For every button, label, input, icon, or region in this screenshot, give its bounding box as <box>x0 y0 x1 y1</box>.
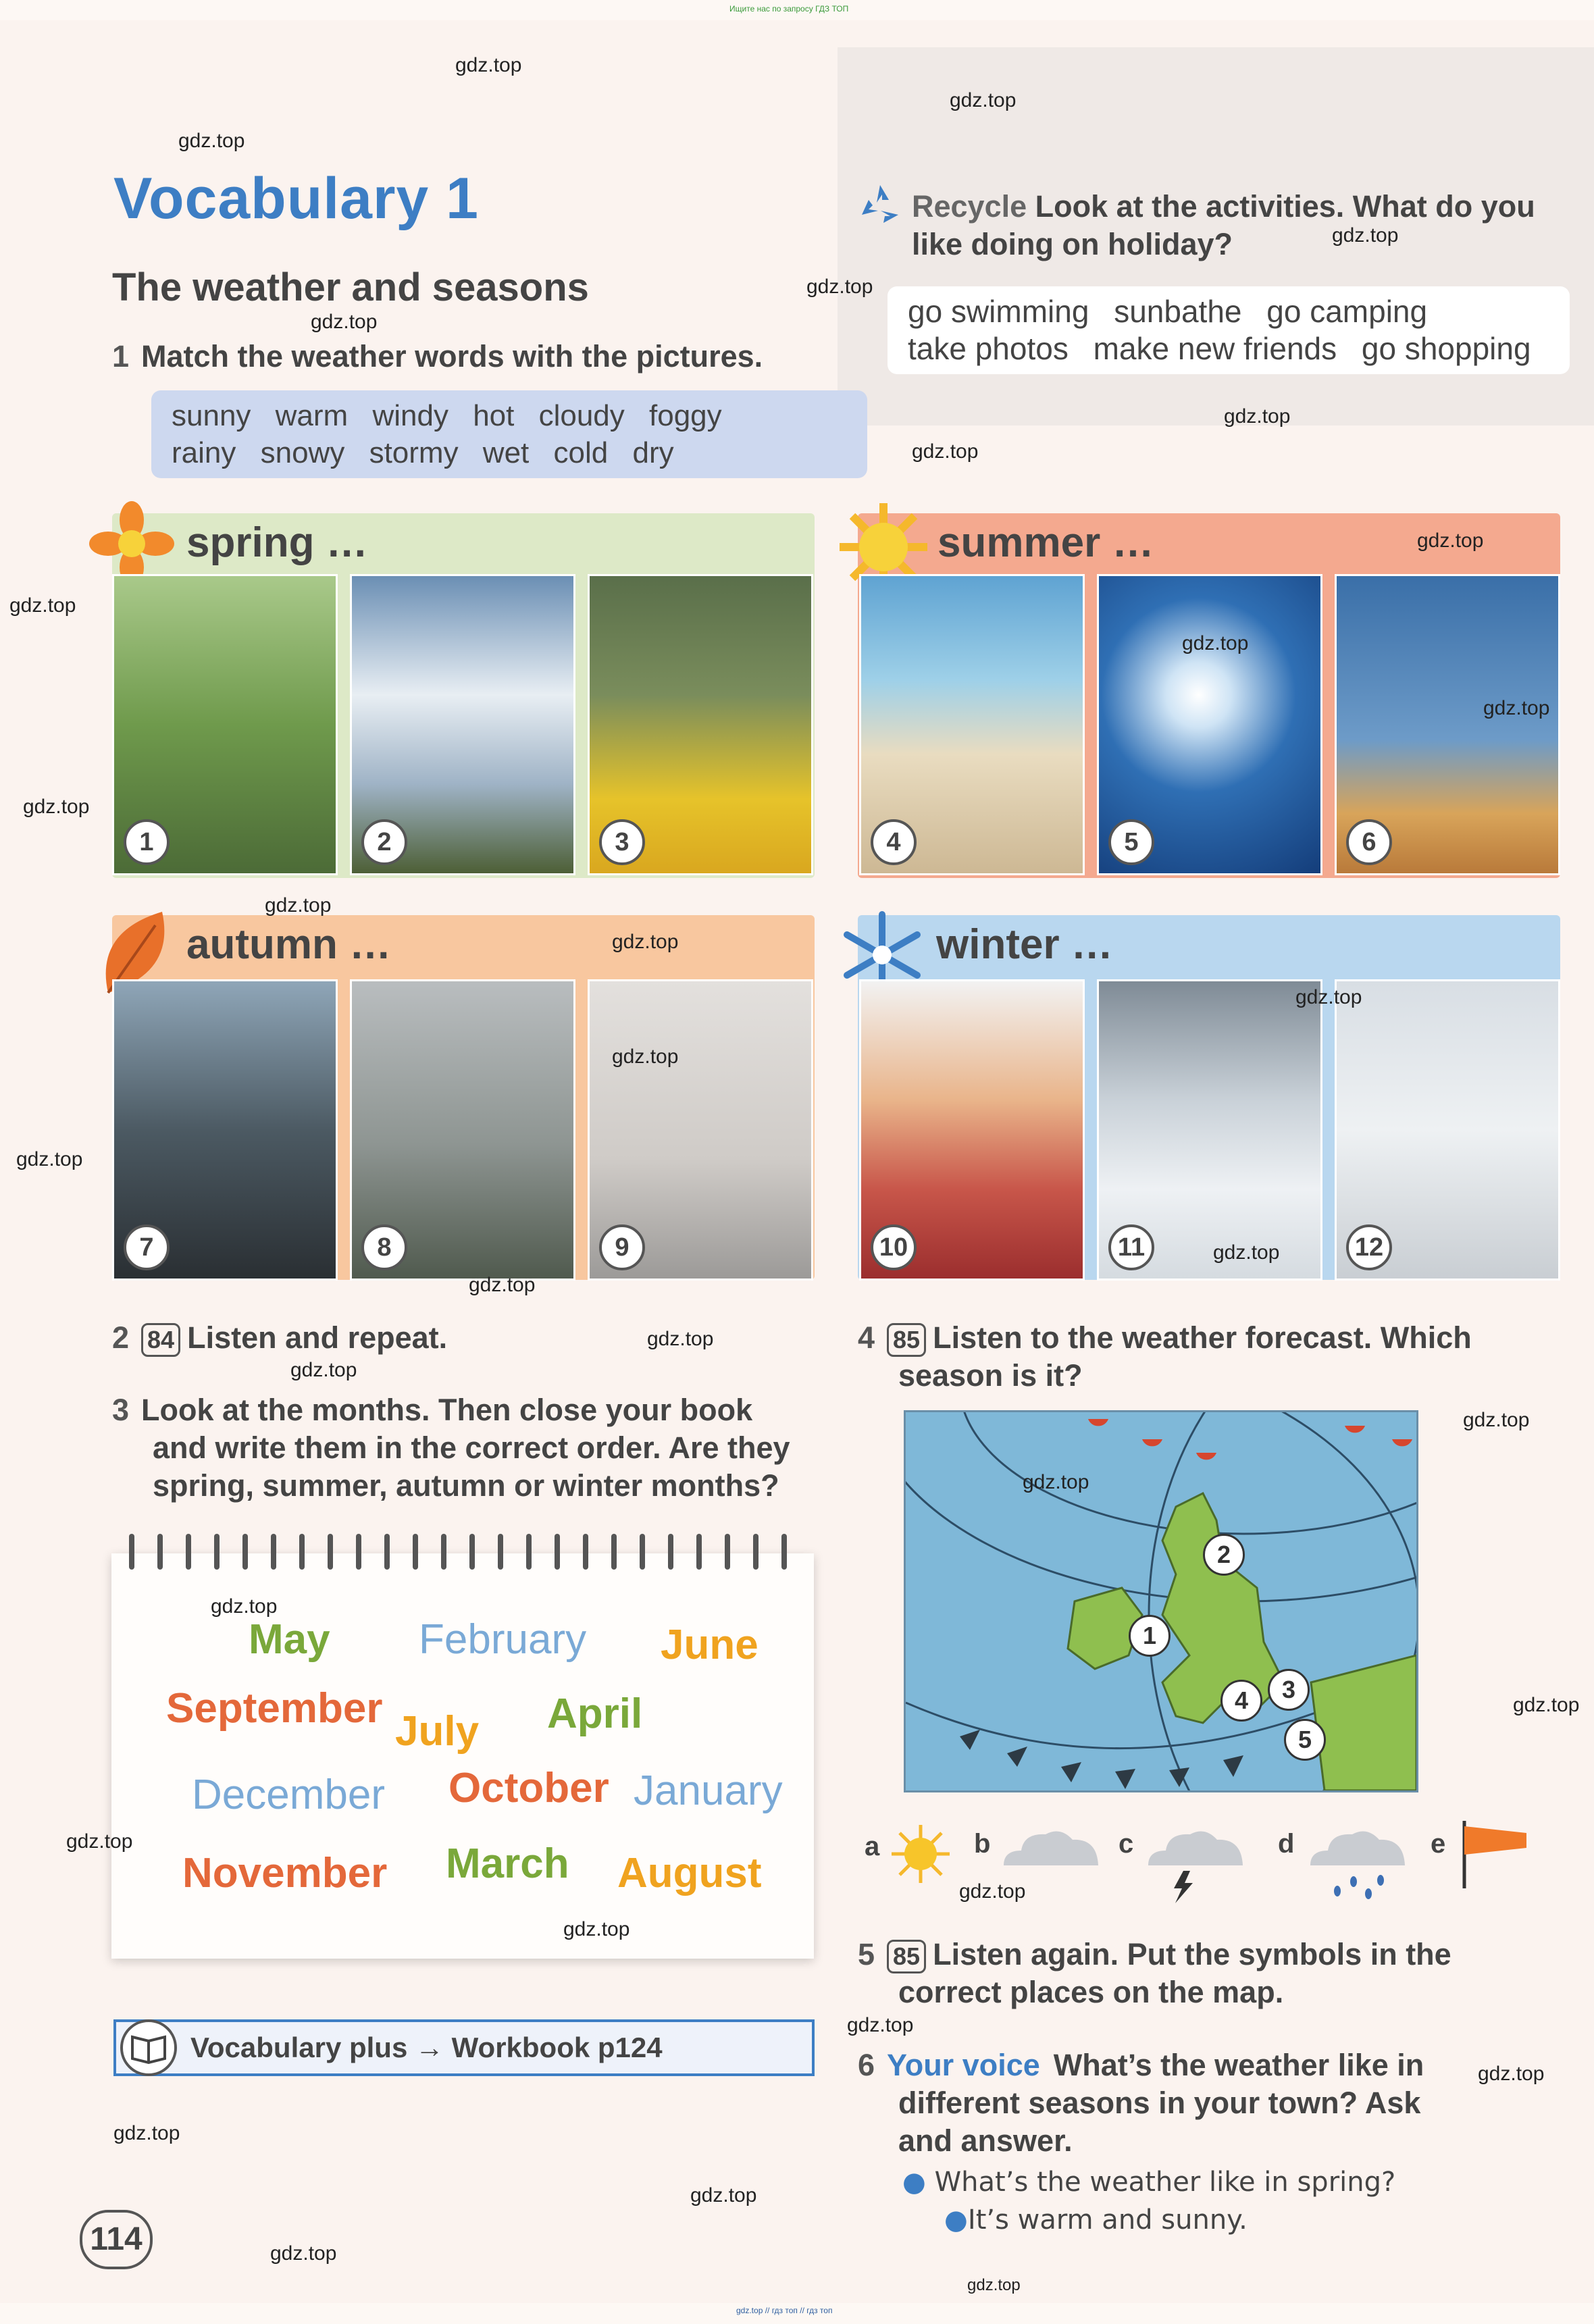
spring-label: spring … <box>186 519 368 566</box>
speech-bubble-icon: ● <box>944 2204 968 2236</box>
photo-number: 2 <box>361 819 407 865</box>
activity-word: go shopping <box>1361 331 1531 366</box>
photo-fog <box>588 979 813 1281</box>
symbol-label: b <box>974 1829 991 1859</box>
page-number: 114 <box>80 2210 153 2269</box>
activity-box <box>888 286 1570 374</box>
photo-winter-hood <box>859 979 1085 1281</box>
watermark: gdz.top <box>1023 1471 1089 1493</box>
watermark: gdz.top <box>912 440 979 463</box>
exercise-line <box>112 1391 821 1429</box>
word-row <box>908 293 1549 330</box>
month-word: February <box>419 1616 587 1663</box>
weather-word: hot <box>473 399 515 432</box>
weather-word: sunny <box>172 399 251 432</box>
watermark: gdz.top <box>16 1148 83 1170</box>
dialogue-question <box>902 2167 1395 2198</box>
exercise-6-instruction <box>858 2046 1540 2160</box>
watermark: gdz.top <box>1463 1409 1530 1431</box>
photo-desert-tree <box>1335 574 1560 875</box>
exercise-text: Listen again. Put the symbols in the <box>933 1937 1451 1971</box>
exercise-line: season is it? <box>898 1358 1083 1393</box>
exercise-4-instruction <box>858 1319 1540 1395</box>
exercise-number: 3 <box>112 1393 130 1427</box>
weather-word: stormy <box>369 436 459 469</box>
watermark: gdz.top <box>1483 697 1550 719</box>
photo-number: 11 <box>1108 1224 1154 1270</box>
photo-wet-leaves <box>112 979 338 1281</box>
activity-word: go camping <box>1266 294 1428 329</box>
watermark: gdz.top <box>1332 224 1399 247</box>
photo-number: 1 <box>124 819 170 865</box>
exercise-line <box>858 1319 1540 1357</box>
exercise-number: 1 <box>112 339 130 373</box>
photo-number: 4 <box>871 819 917 865</box>
rain-symbol-icon <box>1304 1824 1412 1905</box>
audio-track-icon[interactable]: 84 <box>141 1323 180 1357</box>
watermark: gdz.top <box>290 1359 357 1381</box>
photo-sledge <box>1097 979 1322 1281</box>
winter-label: winter … <box>936 921 1113 968</box>
watermark: gdz.top <box>1182 632 1249 654</box>
photo-number: 8 <box>361 1224 407 1270</box>
autumn-label: autumn … <box>186 921 392 968</box>
month-word: August <box>617 1850 762 1896</box>
map-drawing <box>906 1412 1416 1790</box>
month-word: November <box>182 1850 388 1896</box>
photo-rain-child <box>588 574 813 875</box>
watermark: gdz.top <box>563 1918 630 1940</box>
watermark: gdz.top <box>23 796 90 818</box>
exercise-line: correct places on the map. <box>898 1975 1284 2009</box>
watermark: gdz.top <box>1213 1241 1280 1264</box>
symbol-label: a <box>865 1832 880 1861</box>
watermark: gdz.top <box>455 54 522 76</box>
photo-windy-palm <box>350 979 575 1281</box>
month-word: December <box>192 1772 385 1818</box>
symbol-label: c <box>1119 1829 1134 1859</box>
sun-symbol-icon <box>890 1824 951 1884</box>
watermark: gdz.top <box>9 594 76 617</box>
weather-word: snowy <box>260 436 345 469</box>
month-word: January <box>634 1767 783 1814</box>
weather-word: rainy <box>172 436 236 469</box>
exercise-line <box>858 1936 1540 1973</box>
activity-word: sunbathe <box>1114 294 1242 329</box>
bottom-link[interactable]: gdz.top // гдз топ // гдз топ <box>736 2306 833 2315</box>
exercise-line <box>858 2046 1540 2084</box>
watermark: gdz.top <box>959 1880 1026 1903</box>
audio-track-icon[interactable]: 85 <box>887 1323 926 1357</box>
map-location: 2 <box>1203 1534 1245 1576</box>
photo-beach <box>859 574 1085 875</box>
map-location: 5 <box>1284 1719 1326 1761</box>
exercise-number: 2 <box>112 1320 130 1355</box>
weather-word: foggy <box>649 399 722 432</box>
exercise-number: 4 <box>858 1320 875 1355</box>
photo-number: 7 <box>124 1224 170 1270</box>
weather-word: dry <box>632 436 674 469</box>
activity-word: take photos <box>908 331 1069 366</box>
exercise-5-instruction <box>858 1936 1540 2011</box>
windsock-symbol-icon <box>1459 1817 1540 1891</box>
watermark: gdz.top <box>847 2014 914 2036</box>
exercise-text: Listen to the weather forecast. Which <box>933 1320 1472 1355</box>
photo-sun <box>1097 574 1322 875</box>
audio-track-icon[interactable]: 85 <box>887 1940 926 1973</box>
map-location: 3 <box>1268 1669 1310 1711</box>
exercise-text: Listen and repeat. <box>187 1320 448 1355</box>
photo-clouds <box>350 574 575 875</box>
watermark: gdz.top <box>1417 530 1484 552</box>
vocabulary-plus-link[interactable]: Vocabulary plus → Workbook p124 <box>190 2032 663 2063</box>
watermark: gdz.top <box>1478 2063 1545 2085</box>
photo-number: 5 <box>1108 819 1154 865</box>
month-word: October <box>448 1765 609 1811</box>
watermark: gdz.top <box>270 2242 337 2265</box>
watermark: gdz.top <box>806 276 873 298</box>
month-word: September <box>166 1685 383 1732</box>
weather-word: wet <box>482 436 530 469</box>
book-icon <box>120 2019 177 2076</box>
top-link[interactable]: Ищите нас по запросу ГДЗ ТОП <box>729 4 849 14</box>
watermark: gdz.top <box>1295 986 1362 1008</box>
watermark: gdz.top <box>967 2276 1021 2294</box>
dialogue-answer <box>944 2204 1248 2236</box>
weather-word-box <box>151 390 867 478</box>
month-word: March <box>446 1840 569 1887</box>
exercise-1-instruction <box>112 338 763 376</box>
page-title: Vocabulary 1 <box>113 166 479 231</box>
your-voice-label: Your voice <box>887 2048 1040 2082</box>
recycle-instruction <box>912 188 1540 263</box>
symbol-label: d <box>1278 1829 1295 1859</box>
word-row <box>172 434 847 471</box>
watermark: gdz.top <box>647 1328 714 1350</box>
activity-word: make new friends <box>1093 331 1337 366</box>
word-row <box>908 330 1549 367</box>
month-word: April <box>547 1690 643 1737</box>
watermark: gdz.top <box>950 89 1017 111</box>
watermark: gdz.top <box>690 2184 757 2206</box>
symbol-label: e <box>1431 1829 1446 1859</box>
exercise-2-instruction <box>112 1319 447 1357</box>
word-row <box>172 397 847 434</box>
section-subtitle: The weather and seasons <box>112 265 589 309</box>
exercise-number: 6 <box>858 2048 875 2082</box>
watermark: gdz.top <box>66 1830 133 1853</box>
photo-number: 9 <box>599 1224 645 1270</box>
exercise-line: and write them in the correct order. Are they <box>153 1430 790 1465</box>
photo-number: 12 <box>1346 1224 1392 1270</box>
exercise-number: 5 <box>858 1937 875 1971</box>
map-location: 1 <box>1129 1615 1171 1657</box>
summer-label: summer … <box>937 519 1154 566</box>
photo-number: 3 <box>599 819 645 865</box>
answer-text: It’s warm and sunny. <box>967 2204 1248 2236</box>
calendar-spiral <box>125 1533 807 1574</box>
month-word: June <box>661 1622 759 1668</box>
watermark: gdz.top <box>311 311 378 333</box>
storm-symbol-icon <box>1141 1824 1250 1905</box>
exercise-line: spring, summer, autumn or winter months? <box>153 1468 779 1503</box>
photo-number: 10 <box>871 1224 917 1270</box>
weather-word: cold <box>553 436 609 469</box>
map-location: 4 <box>1220 1680 1262 1722</box>
watermark: gdz.top <box>113 2122 180 2144</box>
cloud-symbol-icon <box>997 1824 1105 1871</box>
weather-word: cloudy <box>538 399 625 432</box>
recycle-icon <box>856 181 904 228</box>
exercise-line: and answer. <box>898 2123 1073 2158</box>
vocabulary-plus-bar[interactable] <box>113 2019 815 2076</box>
watermark: gdz.top <box>211 1595 278 1618</box>
photo-number: 6 <box>1346 819 1392 865</box>
watermark: gdz.top <box>1513 1694 1580 1716</box>
recycle-label: Recycle <box>912 189 1027 224</box>
photo-snowstorm <box>1335 979 1560 1281</box>
watermark: gdz.top <box>265 894 332 916</box>
exercise-text: Match the weather words with the pictures. <box>141 339 763 373</box>
activity-word: go swimming <box>908 294 1089 329</box>
recycle-text: Look at the activities. What do you like doing on holiday? <box>912 189 1535 261</box>
exercise-text: Look at the months. Then close your book <box>141 1393 753 1427</box>
weather-word: warm <box>275 399 349 432</box>
exercise-text: What’s the weather like in <box>1053 2048 1424 2082</box>
watermark: gdz.top <box>469 1274 536 1296</box>
watermark: gdz.top <box>1224 405 1291 428</box>
question-text: What’s the weather like in spring? <box>934 2167 1396 2198</box>
exercise-3-instruction <box>112 1391 821 1505</box>
watermark: gdz.top <box>612 931 679 953</box>
watermark: gdz.top <box>612 1045 679 1068</box>
watermark: gdz.top <box>178 130 245 152</box>
weather-word: windy <box>372 399 448 432</box>
month-word: May <box>249 1616 330 1663</box>
weather-map <box>904 1410 1418 1792</box>
exercise-line: different seasons in your town? Ask <box>898 2086 1421 2120</box>
month-word: July <box>395 1708 480 1755</box>
photo-cyclists <box>112 574 338 875</box>
speech-bubble-icon: ● <box>902 2167 926 2198</box>
